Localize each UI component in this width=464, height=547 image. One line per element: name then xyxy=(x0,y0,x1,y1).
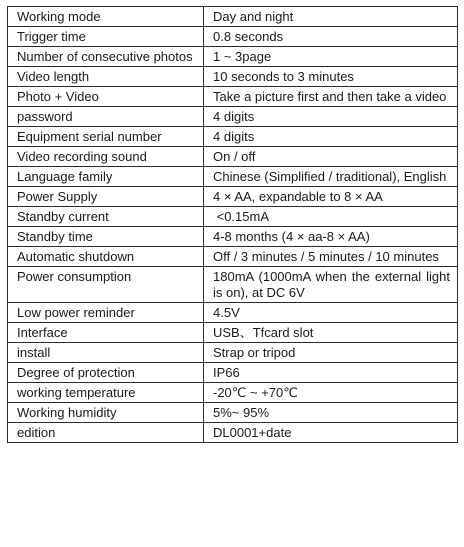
spec-value: Chinese (Simplified / traditional), English xyxy=(204,167,458,187)
table-row xyxy=(8,383,458,403)
spec-value: 5%~ 95% xyxy=(204,403,458,423)
spec-value: 1 ~ 3page xyxy=(204,47,458,67)
table-row xyxy=(8,247,458,267)
spec-value: On / off xyxy=(204,147,458,167)
table-row xyxy=(8,167,458,187)
table-row xyxy=(8,423,458,443)
spec-value: Take a picture first and then take a video xyxy=(204,87,458,107)
spec-value: 10 seconds to 3 minutes xyxy=(204,67,458,87)
table-row xyxy=(8,47,458,67)
spec-label: Video length xyxy=(8,67,204,87)
table-row xyxy=(8,7,458,27)
spec-value: 4-8 months (4 × aa-8 × AA) xyxy=(204,227,458,247)
table-row xyxy=(8,363,458,383)
spec-label: Interface xyxy=(8,323,204,343)
table-row xyxy=(8,147,458,167)
spec-value: Day and night xyxy=(204,7,458,27)
table-row xyxy=(8,127,458,147)
spec-label: Working humidity xyxy=(8,403,204,423)
table-row xyxy=(8,207,458,227)
spec-value: 4.5V xyxy=(204,303,458,323)
spec-label: Photo + Video xyxy=(8,87,204,107)
spec-label: Equipment serial number xyxy=(8,127,204,147)
table-row xyxy=(8,87,458,107)
spec-value: <0.15mA xyxy=(204,207,458,227)
spec-value: -20℃ ~ +70℃ xyxy=(204,383,458,403)
table-row xyxy=(8,403,458,423)
spec-value: Off / 3 minutes / 5 minutes / 10 minutes xyxy=(204,247,458,267)
table-row xyxy=(8,267,458,303)
spec-label: Trigger time xyxy=(8,27,204,47)
table-row xyxy=(8,343,458,363)
spec-value: 180mA (1000mA when the external light is on), at DC 6V xyxy=(204,267,458,303)
spec-label: working temperature xyxy=(8,383,204,403)
spec-label: install xyxy=(8,343,204,363)
spec-value: DL0001+date xyxy=(204,423,458,443)
spec-label: Working mode xyxy=(8,7,204,27)
table-row xyxy=(8,303,458,323)
table-row xyxy=(8,27,458,47)
spec-value: 0.8 seconds xyxy=(204,27,458,47)
table-row xyxy=(8,227,458,247)
spec-label: Low power reminder xyxy=(8,303,204,323)
spec-label: Standby time xyxy=(8,227,204,247)
spec-table xyxy=(7,6,458,443)
table-row xyxy=(8,323,458,343)
spec-label: Number of consecutive photos xyxy=(8,47,204,67)
spec-value: IP66 xyxy=(204,363,458,383)
table-row xyxy=(8,107,458,127)
spec-label: password xyxy=(8,107,204,127)
spec-label: Video recording sound xyxy=(8,147,204,167)
spec-value: Strap or tripod xyxy=(204,343,458,363)
spec-label: Automatic shutdown xyxy=(8,247,204,267)
table-row xyxy=(8,187,458,207)
spec-value: 4 × AA, expandable to 8 × AA xyxy=(204,187,458,207)
spec-label: Standby current xyxy=(8,207,204,227)
spec-label: edition xyxy=(8,423,204,443)
spec-label: Power consumption xyxy=(8,267,204,303)
spec-value: USB、Tfcard slot xyxy=(204,323,458,343)
spec-label: Degree of protection xyxy=(8,363,204,383)
spec-label: Language family xyxy=(8,167,204,187)
spec-value: 4 digits xyxy=(204,127,458,147)
table-row xyxy=(8,67,458,87)
spec-value: 4 digits xyxy=(204,107,458,127)
spec-label: Power Supply xyxy=(8,187,204,207)
